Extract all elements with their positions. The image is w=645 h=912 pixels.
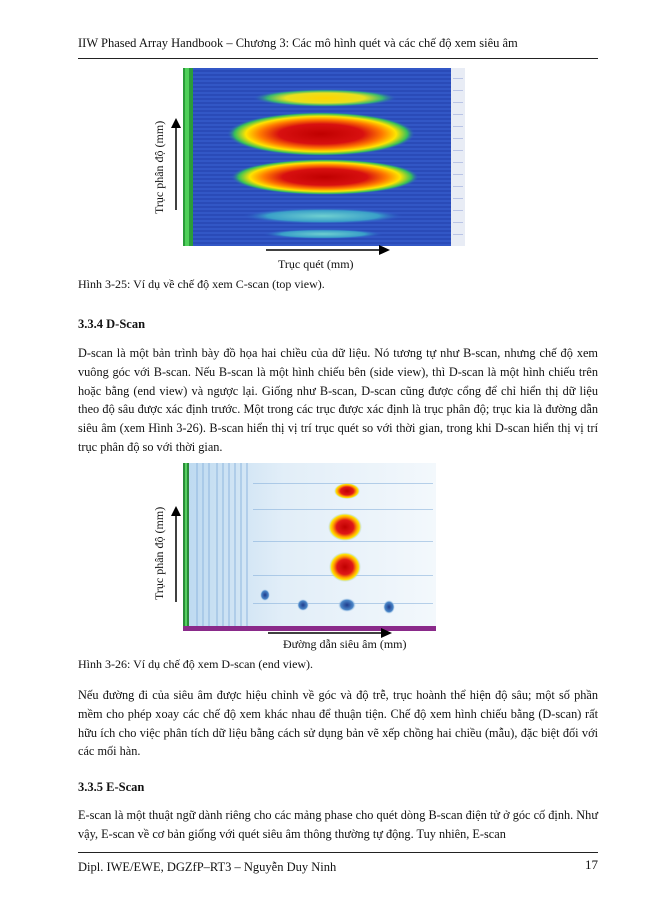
figure-25-caption: Hình 3-25: Ví dụ về chế độ xem C-scan (top view).	[78, 277, 325, 291]
c-scan-x-axis-label: Trục quét (mm)	[278, 257, 354, 271]
footer-divider	[78, 852, 598, 853]
paragraph-after-figure-26: Nếu đường đi của siêu âm được hiệu chỉnh về góc và độ trễ, trục hoành thể hiện độ sâu; một số phần mềm cho phép xoay các chế độ xem khác nhau để thuận tiện. Chế độ xem hình chiếu bằng (D-scan) rất hữu ích cho việc phân tích dữ liệu bằng cách sử dụng bản vẽ xếp chồng hai chiều (mẫu), đặc biệt đối với các mối hàn.	[78, 688, 598, 759]
d-scan-y-axis-arrow	[169, 506, 183, 602]
section-335-heading: 3.3.5 E-Scan	[78, 780, 145, 794]
d-scan-y-axis-label: Trục phân độ (mm)	[152, 506, 166, 600]
section-334-heading: 3.3.4 D-Scan	[78, 317, 146, 331]
footer-author: Dipl. IWE/EWE, DGZfP–RT3 – Nguyễn Duy Ninh	[78, 860, 337, 874]
header-divider	[78, 58, 598, 59]
page-header: IIW Phased Array Handbook – Chương 3: Các mô hình quét và các chế độ xem siêu âm	[78, 36, 518, 50]
c-scan-x-axis-arrow	[266, 243, 390, 257]
c-scan-y-axis-label: Trục phân độ (mm)	[152, 120, 166, 214]
d-scan-x-axis-label: Đường dẫn siêu âm (mm)	[283, 637, 407, 651]
page-number: 17	[585, 857, 598, 872]
d-scan-image	[183, 463, 436, 631]
section-334-paragraph: D-scan là một bản trình bày đồ họa hai chiều của dữ liệu. Nó tương tự như B-scan, nhưng chế độ xem vuông góc với B-scan. Nếu B-scan là một hình chiếu bên (side view), thì D-scan là một hình chiếu trên hoặc bằng (end view) và ngược lại. Giống như B-scan, D-scan cũng được cổng để chỉ hiển thị dữ liệu theo độ sâu được xác định trước. Một trong các trục được xác định là trục phân độ; trục kia là đường dẫn siêu âm (xem Hình 3-26). B-scan hiển thị vị trí trục quét so với thời gian, trong khi D-scan hiển thị vị trí trục phân độ so với thời gian.	[78, 346, 598, 454]
c-scan-y-axis-arrow	[169, 118, 183, 210]
figure-26-caption: Hình 3-26: Ví dụ chế độ xem D-scan (end view).	[78, 657, 314, 671]
c-scan-image	[183, 68, 465, 246]
section-335-paragraph: E-scan là một thuật ngữ dành riêng cho các mảng phase cho quét dòng B-scan điện tử ở góc cố định. Như vậy, E-scan về cơ bản giống với quét siêu âm thông thường tự động. Tuy nhiên, E-scan	[78, 808, 598, 841]
